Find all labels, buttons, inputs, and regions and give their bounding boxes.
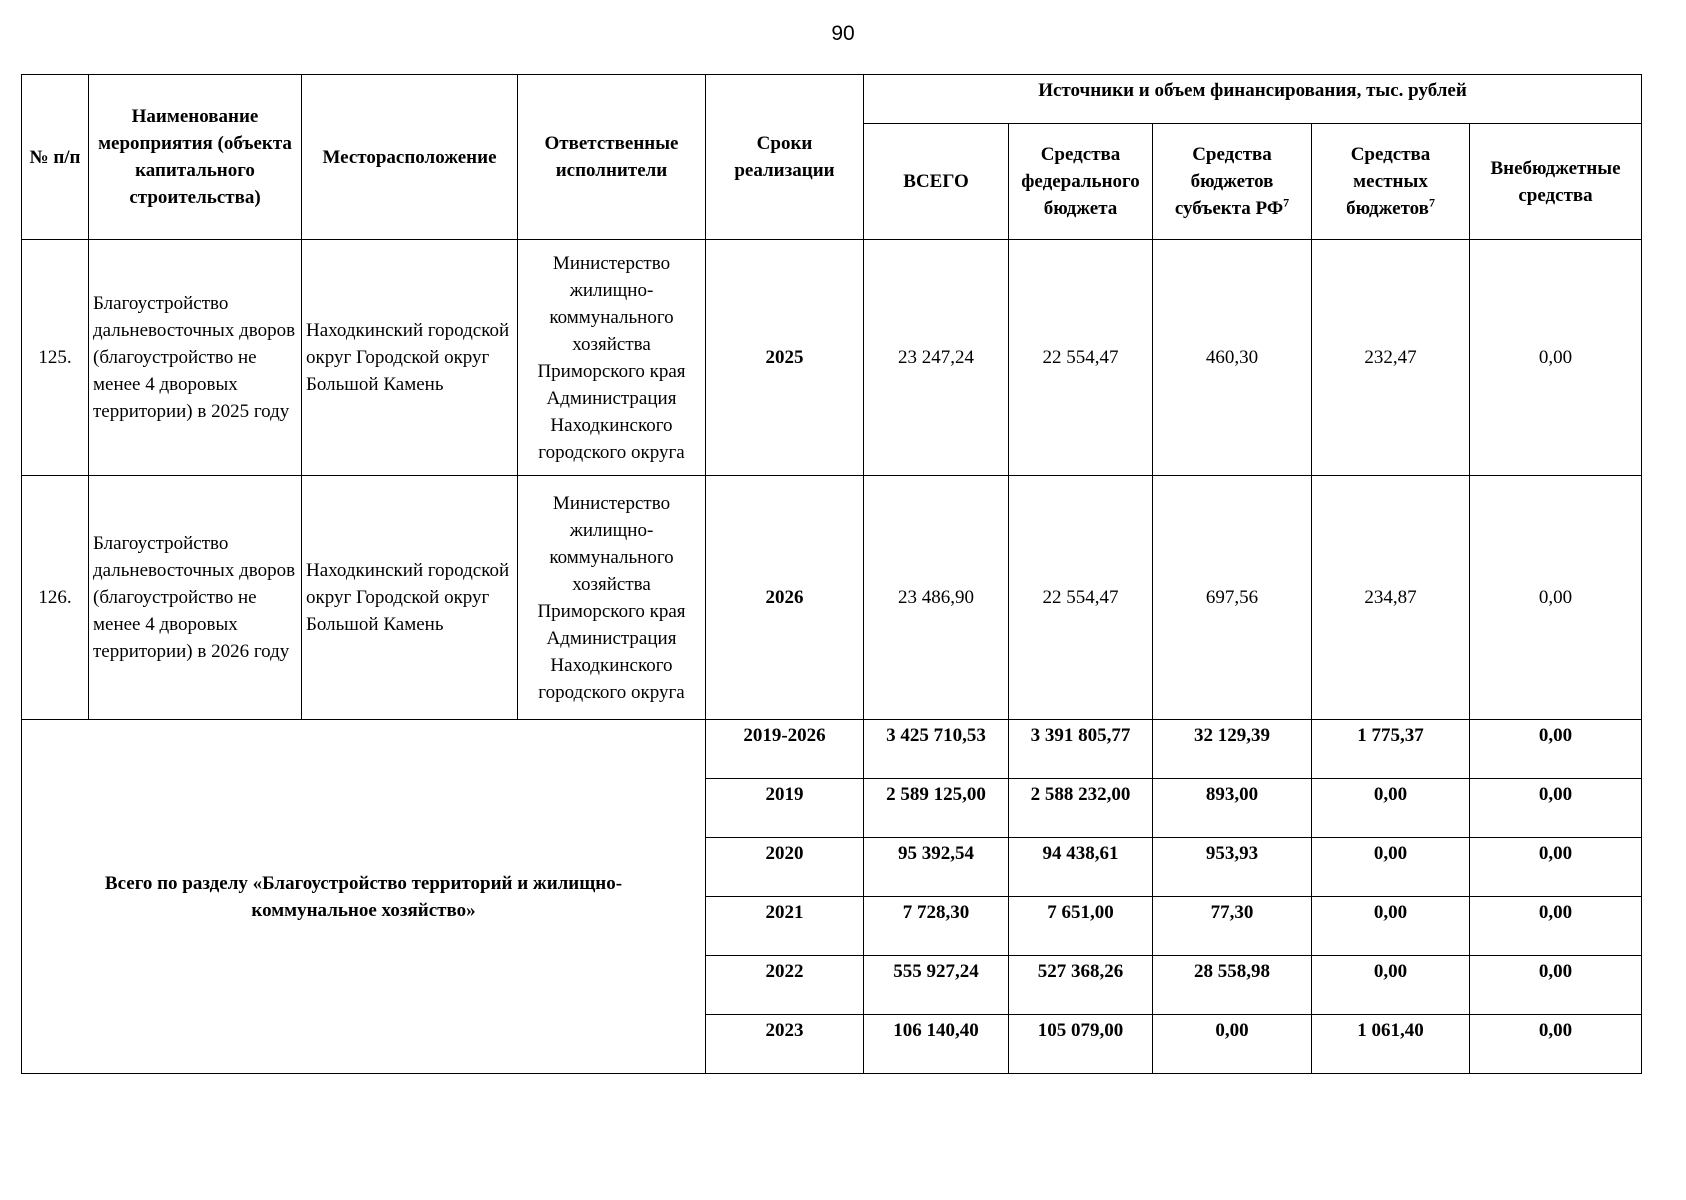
row-executors: Министерство жилищно-коммунального хозяйства Приморского края Администрация Находкинского городского округа [518, 476, 706, 720]
summary-total: 95 392,54 [864, 838, 1009, 897]
header-num: № п/п [22, 75, 89, 240]
summary-offbudget: 0,00 [1470, 897, 1642, 956]
summary-subject: 32 129,39 [1153, 720, 1312, 779]
row-offbudget: 0,00 [1470, 476, 1642, 720]
row-num: 126. [22, 476, 89, 720]
table-row [22, 240, 1642, 476]
footnote-mark: 7 [1283, 195, 1290, 210]
row-local: 234,87 [1312, 476, 1470, 720]
row-offbudget: 0,00 [1470, 240, 1642, 476]
financing-table [21, 74, 1642, 1074]
summary-offbudget: 0,00 [1470, 720, 1642, 779]
row-local: 232,47 [1312, 240, 1470, 476]
row-location: Находкинский городской округ Городской округ Большой Камень [302, 476, 518, 720]
row-term: 2026 [706, 476, 864, 720]
summary-term: 2023 [706, 1015, 864, 1074]
summary-offbudget: 0,00 [1470, 838, 1642, 897]
summary-term: 2019-2026 [706, 720, 864, 779]
header-local-text: Средства местных бюджетов [1346, 144, 1431, 219]
row-executors: Министерство жилищно-коммунального хозяйства Приморского края Администрация Находкинского городского округа [518, 240, 706, 476]
summary-subject: 0,00 [1153, 1015, 1312, 1074]
summary-total: 3 425 710,53 [864, 720, 1009, 779]
summary-subject: 28 558,98 [1153, 956, 1312, 1015]
summary-term: 2021 [706, 897, 864, 956]
header-term: Сроки реализации [706, 75, 864, 240]
table-row [22, 476, 1642, 720]
summary-local: 0,00 [1312, 838, 1470, 897]
summary-federal: 7 651,00 [1009, 897, 1153, 956]
summary-label: Всего по разделу «Благоустройство территорий и жилищно-коммунальное хозяйство» [22, 720, 706, 1074]
row-name: Благоустройство дальневосточных дворов (благоустройство не менее 4 дворовых территории) в 2026 году [89, 476, 302, 720]
header-offbudget: Внебюджетные средства [1470, 124, 1642, 240]
summary-local: 0,00 [1312, 779, 1470, 838]
summary-local: 0,00 [1312, 897, 1470, 956]
header-sources: Источники и объем финансирования, тыс. рублей [864, 75, 1642, 124]
row-location: Находкинский городской округ Городской округ Большой Камень [302, 240, 518, 476]
summary-local: 1 061,40 [1312, 1015, 1470, 1074]
row-federal: 22 554,47 [1009, 240, 1153, 476]
header-location: Месторасположение [302, 75, 518, 240]
summary-row [22, 720, 1642, 779]
row-term: 2025 [706, 240, 864, 476]
summary-total: 7 728,30 [864, 897, 1009, 956]
footnote-mark: 7 [1428, 195, 1435, 210]
summary-offbudget: 0,00 [1470, 779, 1642, 838]
summary-term: 2019 [706, 779, 864, 838]
header-name: Наименование мероприятия (объекта капитального строительства) [89, 75, 302, 240]
summary-subject: 893,00 [1153, 779, 1312, 838]
summary-subject: 77,30 [1153, 897, 1312, 956]
summary-federal: 2 588 232,00 [1009, 779, 1153, 838]
summary-federal: 94 438,61 [1009, 838, 1153, 897]
summary-total: 2 589 125,00 [864, 779, 1009, 838]
summary-federal: 3 391 805,77 [1009, 720, 1153, 779]
summary-subject: 953,93 [1153, 838, 1312, 897]
page-number: 90 [831, 22, 855, 45]
row-subject: 697,56 [1153, 476, 1312, 720]
summary-local: 0,00 [1312, 956, 1470, 1015]
header-total: ВСЕГО [864, 124, 1009, 240]
summary-term: 2020 [706, 838, 864, 897]
summary-total: 555 927,24 [864, 956, 1009, 1015]
summary-local: 1 775,37 [1312, 720, 1470, 779]
header-federal: Средства федерального бюджета [1009, 124, 1153, 240]
summary-term: 2022 [706, 956, 864, 1015]
row-total: 23 247,24 [864, 240, 1009, 476]
header-local [1312, 124, 1470, 240]
header-subject-text: Средства бюджетов субъекта РФ [1174, 144, 1284, 219]
row-subject: 460,30 [1153, 240, 1312, 476]
summary-federal: 527 368,26 [1009, 956, 1153, 1015]
summary-offbudget: 0,00 [1470, 1015, 1642, 1074]
row-federal: 22 554,47 [1009, 476, 1153, 720]
summary-total: 106 140,40 [864, 1015, 1009, 1074]
summary-offbudget: 0,00 [1470, 956, 1642, 1015]
row-name: Благоустройство дальневосточных дворов (благоустройство не менее 4 дворовых территории) в 2025 году [89, 240, 302, 476]
summary-federal: 105 079,00 [1009, 1015, 1153, 1074]
header-executors: Ответственные исполнители [518, 75, 706, 240]
row-total: 23 486,90 [864, 476, 1009, 720]
row-num: 125. [22, 240, 89, 476]
header-subject [1153, 124, 1312, 240]
